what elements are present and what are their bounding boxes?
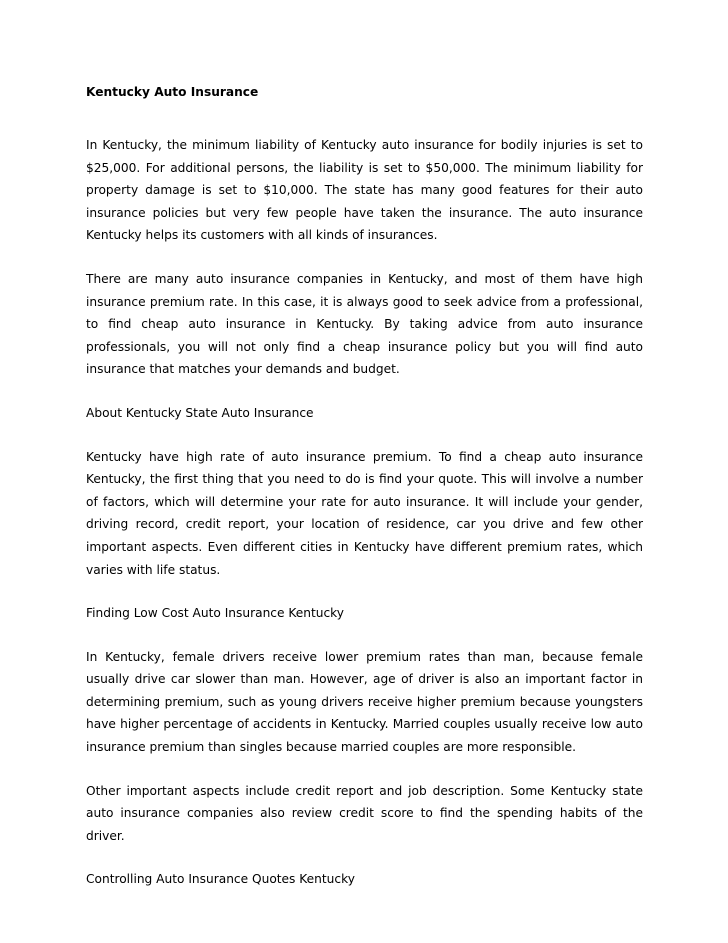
paragraph-credit-report: Other important aspects include credit report and job description. Some Kentucky state auto insurance companies also review credit score to find the spending habits of the driver. [86,783,643,843]
document-title: Kentucky Auto Insurance [86,85,259,99]
section-heading-controlling: Controlling Auto Insurance Quotes Kentucky [86,872,355,887]
paragraph-driver-factors: In Kentucky, female drivers receive lower premium rates than man, because female usually drive car slower than man. However, age of driver is also an important factor in determining premium, such as young drivers receive higher premium because youngsters have higher percentage of accidents in Kentucky. Married couples usually receive low auto insurance premium than singles because married couples are more responsible. [86,649,643,755]
paragraph-premium-rates: Kentucky have high rate of auto insurance premium. To find a cheap auto insurance Kentucky, the first thing that you need to do is find your quote. This will involve a number of factors, which will determine your rate for auto insurance. It will include your gender, driving record, credit report, your location of residence, car you drive and few other important aspects. Even different cities in Kentucky have different premium rates, which varies with life status. [86,449,643,577]
document-page [86,84,643,912]
section-heading-about: About Kentucky State Auto Insurance [86,405,314,420]
paragraph-minimum-liability: In Kentucky, the minimum liability of Kentucky auto insurance for bodily injuries is set to $25,000. For additional persons, the liability is set to $50,000. The minimum liability for property damage is set to $10,000. The state has many good features for their auto insurance policies but very few people have taken the insurance. The auto insurance Kentucky helps its customers with all kinds of insurances. [86,138,643,243]
section-heading-low-cost: Finding Low Cost Auto Insurance Kentucky [86,606,345,621]
paragraph-insurance-companies: There are many auto insurance companies in Kentucky, and most of them have high insurance premium rate. In this case, it is always good to seek advice from a professional, to find cheap auto insurance in Kentucky. By taking advice from auto insurance professionals, you will not only find a cheap insurance policy but you will find auto insurance that matches your demands and budget. [86,271,643,377]
